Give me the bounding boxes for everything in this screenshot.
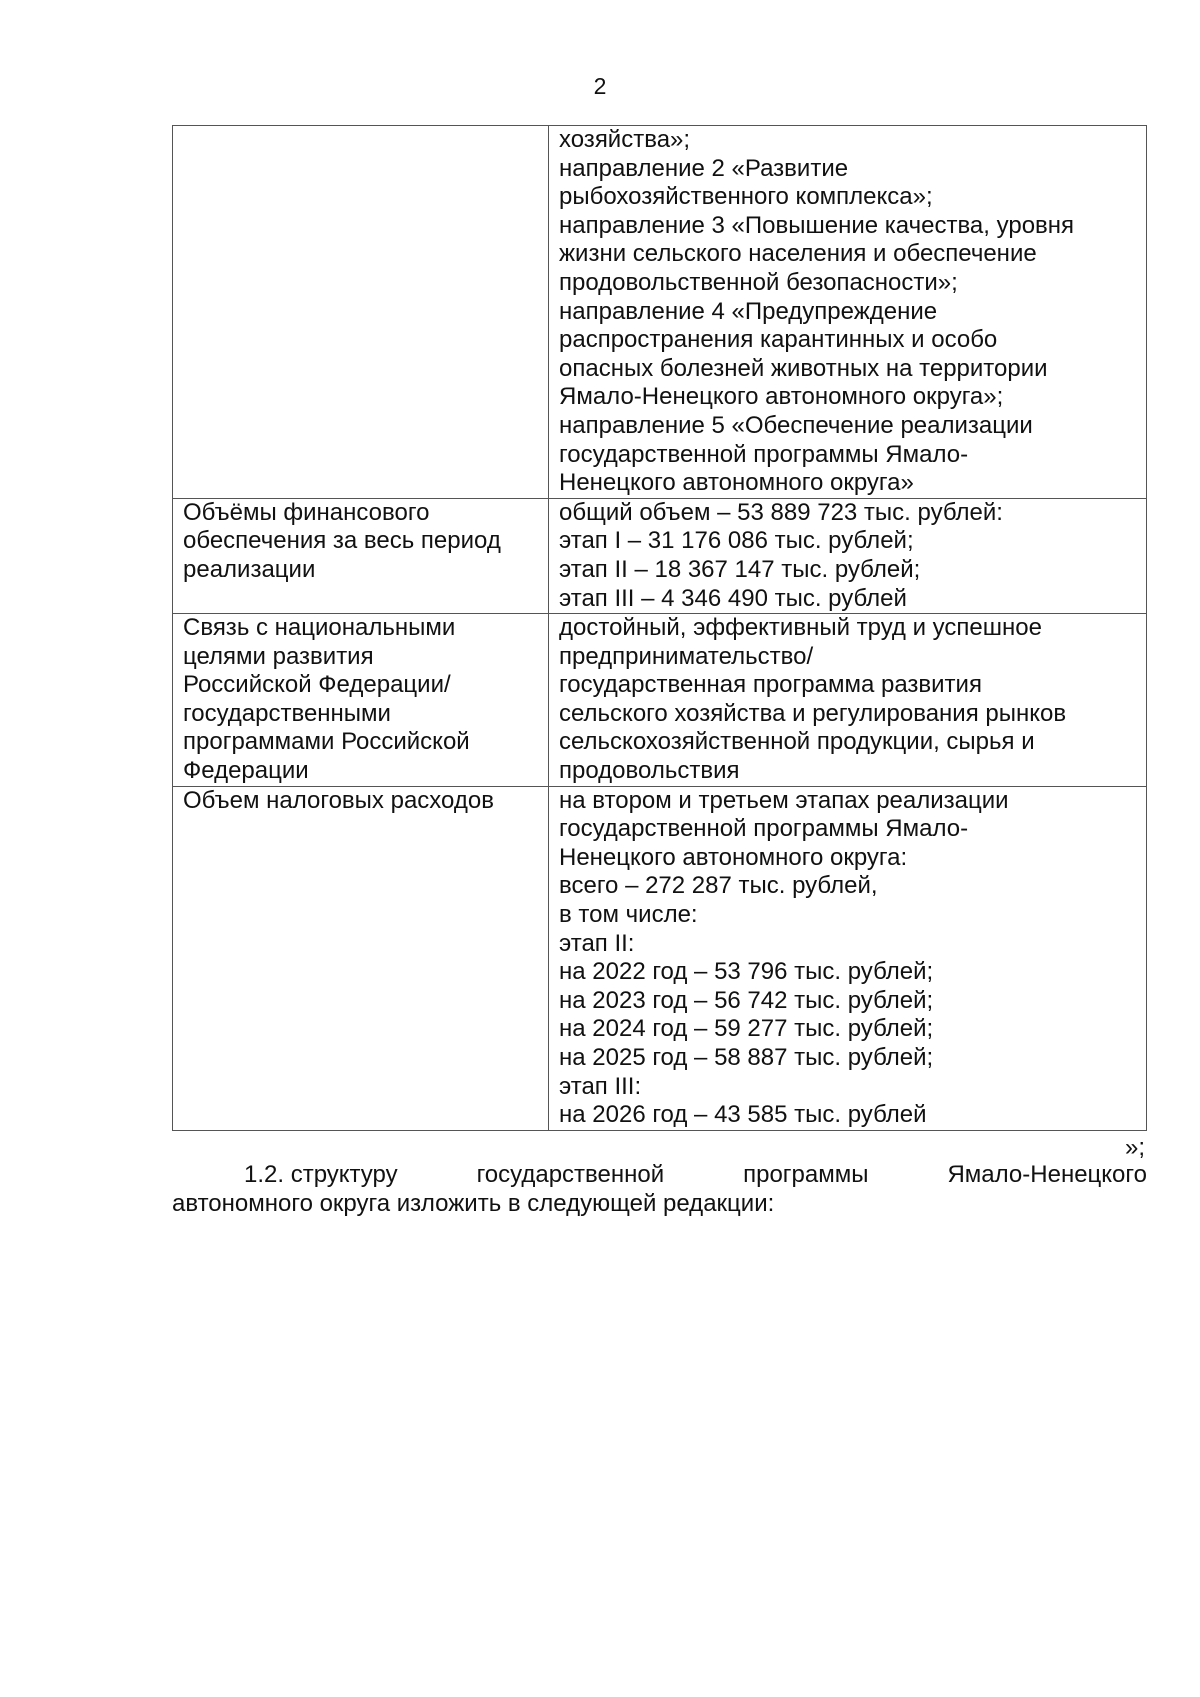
- cell-line: этап II – 18 367 147 тыс. рублей;: [559, 555, 921, 583]
- cell-line: распространения карантинных и особо: [559, 326, 998, 354]
- cell-line: Ямало-Ненецкого автономного округа»;: [559, 383, 1004, 411]
- cell-line: на 2022 год – 53 796 тыс. рублей;: [559, 958, 934, 986]
- cell-line: государственная программа развития: [559, 671, 982, 699]
- paragraph-word: государственной: [476, 1161, 665, 1188]
- paragraph-word: программы: [743, 1161, 869, 1188]
- table-row: [173, 498, 1147, 613]
- cell-line: направление 2 «Развитие: [559, 154, 849, 182]
- cell-line: Объёмы финансового: [183, 498, 430, 526]
- cell-line: достойный, эффективный труд и успешное: [559, 614, 1042, 642]
- table-row: [173, 126, 1147, 499]
- cell-line: этап III:: [559, 1072, 642, 1100]
- cell-line: Российской Федерации/: [183, 671, 451, 699]
- cell-line: направление 5 «Обеспечение реализации: [559, 411, 1033, 439]
- cell-line: на 2026 год – 43 585 тыс. рублей: [559, 1101, 927, 1129]
- cell-line: сельскохозяйственной продукции, сырья и: [559, 728, 1035, 756]
- table-body: [173, 126, 1147, 1131]
- cell-line: на 2023 год – 56 742 тыс. рублей;: [559, 986, 934, 1014]
- cell-line: опасных болезней животных на территории: [559, 354, 1048, 382]
- cell-line: обеспечения за весь период: [183, 527, 501, 555]
- cell-line: продовольствия: [559, 757, 740, 785]
- cell-line: этап II:: [559, 929, 635, 957]
- cell-line: реализации: [183, 555, 316, 583]
- closing-quote: »;: [1124, 1134, 1145, 1161]
- cell-line: рыбохозяйственного комплекса»;: [559, 183, 933, 211]
- cell-line: на втором и третьем этапах реализации: [559, 786, 1009, 814]
- page-number: 2: [593, 73, 607, 99]
- cell-line: государственной программы Ямало-: [559, 440, 969, 468]
- cell-line: сельского хозяйства и регулирования рынков: [559, 699, 1067, 727]
- table-cell-value: [549, 786, 1147, 1130]
- cell-line: Федерации: [183, 757, 309, 785]
- table-cell-label: [173, 126, 549, 499]
- cell-line: на 2025 год – 58 887 тыс. рублей;: [559, 1044, 934, 1071]
- paragraph-first-line: [172, 1160, 1147, 1189]
- cell-line: всего – 272 287 тыс. рублей,: [559, 872, 878, 900]
- cell-line: предпринимательство/: [559, 642, 814, 670]
- passport-table: [172, 125, 1147, 1131]
- cell-line: жизни сельского населения и обеспечение: [559, 240, 1037, 268]
- table-cell-label: [173, 614, 549, 787]
- table-row: [173, 786, 1147, 1130]
- cell-line: в том числе:: [559, 901, 698, 929]
- paragraph-second-line: автономного округа изложить в следующей редакции:: [172, 1190, 775, 1217]
- table-cell-value: [549, 498, 1147, 613]
- cell-line: целями развития: [183, 642, 374, 670]
- paragraph-word: 1.2. структуру: [244, 1161, 398, 1188]
- cell-line: общий объем – 53 889 723 тыс. рублей:: [559, 498, 1003, 526]
- cell-line: этап I – 31 176 086 тыс. рублей;: [559, 527, 914, 555]
- cell-line: государственной программы Ямало-: [559, 815, 969, 843]
- cell-line: этап III – 4 346 490 тыс. рублей: [559, 584, 907, 612]
- cell-line: государственными: [183, 699, 391, 727]
- cell-line: Объем налоговых расходов: [183, 786, 494, 814]
- cell-line: направление 4 «Предупреждение: [559, 297, 938, 325]
- cell-line: направление 3 «Повышение качества, уровня: [559, 211, 1075, 239]
- table-cell-label: [173, 498, 549, 613]
- table-cell-label: [173, 786, 549, 1130]
- cell-line: продовольственной безопасности»;: [559, 268, 958, 296]
- table-row: [173, 614, 1147, 787]
- cell-line: Связь с национальными: [183, 614, 456, 642]
- cell-line: на 2024 год – 59 277 тыс. рублей;: [559, 1015, 934, 1043]
- paragraph-word: Ямало-Ненецкого: [947, 1161, 1147, 1188]
- amendment-paragraph: [172, 1160, 1147, 1218]
- table-cell-value: [549, 614, 1147, 787]
- cell-line: программами Российской: [183, 728, 470, 756]
- cell-line: Ненецкого автономного округа:: [559, 843, 908, 871]
- table-cell-value: [549, 126, 1147, 499]
- cell-line: хозяйства»;: [559, 126, 691, 153]
- cell-line: Ненецкого автономного округа»: [559, 469, 914, 497]
